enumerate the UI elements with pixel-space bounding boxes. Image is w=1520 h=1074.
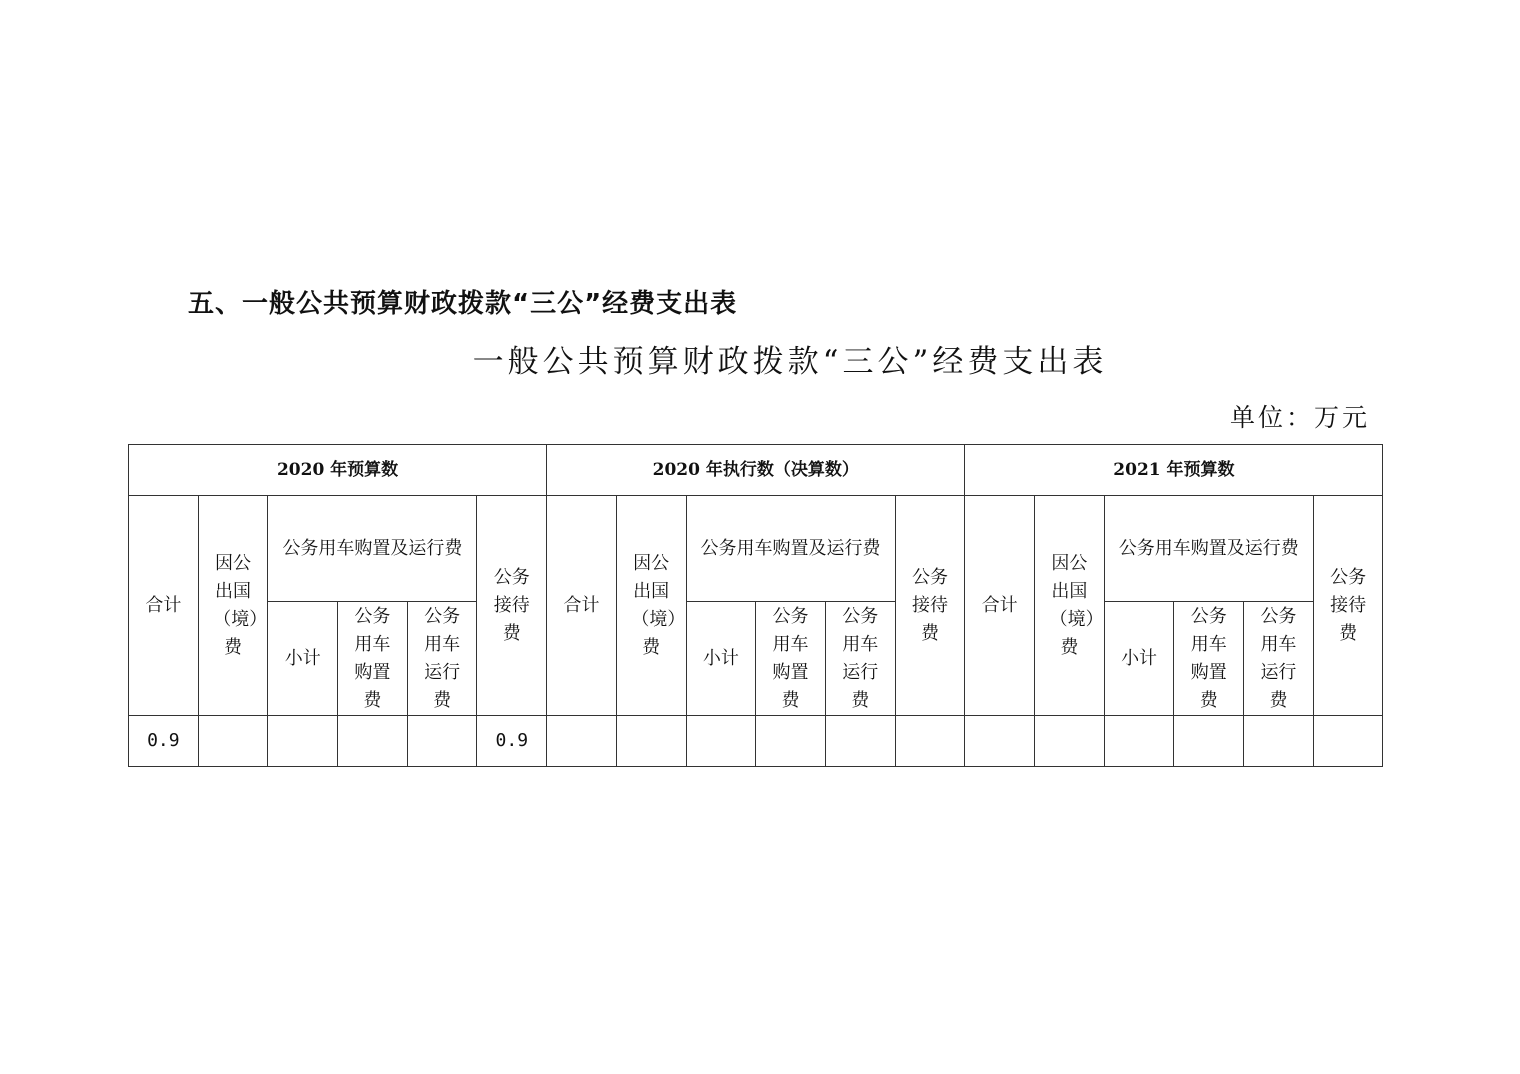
- header-overseas-label: 因公出国（境）费: [1049, 552, 1104, 658]
- header-overseas-label: 因公出国（境）费: [631, 552, 686, 658]
- cell-2020-actual-vehicle-operation: [825, 716, 895, 767]
- cell-2021-budget-reception: [1313, 716, 1383, 767]
- header-vehicle: 公务用车购置及运行费: [686, 496, 895, 602]
- header-overseas: [1035, 496, 1105, 716]
- header-subtotal: 小计: [1104, 602, 1174, 716]
- header-vehicle-operation: [1244, 602, 1314, 716]
- header-vehicle-operation-label: 公务用车运行费: [842, 605, 879, 711]
- cell-2020-actual-reception: [895, 716, 965, 767]
- header-reception: [477, 496, 547, 716]
- header-vehicle-purchase-label: 公务用车购置费: [772, 605, 809, 711]
- cell-2021-budget-vehicle-purchase: [1174, 716, 1244, 767]
- period-2021-budget: 2021 年预算数: [965, 445, 1383, 496]
- header-overseas: [198, 496, 268, 716]
- cell-2020-actual-vehicle-purchase: [756, 716, 826, 767]
- header-vehicle-operation: [825, 602, 895, 716]
- header-vehicle-purchase: [1174, 602, 1244, 716]
- header-vehicle: 公务用车购置及运行费: [268, 496, 477, 602]
- cell-2020-budget-total: 0.9: [129, 716, 199, 767]
- header-total: 合计: [547, 496, 617, 716]
- header-subtotal: 小计: [686, 602, 756, 716]
- header-vehicle-operation-label: 公务用车运行费: [1260, 605, 1297, 711]
- period-header-row: [129, 445, 1383, 496]
- header-vehicle: 公务用车购置及运行费: [1104, 496, 1313, 602]
- period-2020-budget: 2020 年预算数: [129, 445, 547, 496]
- header-total: 合计: [129, 496, 199, 716]
- header-vehicle-operation: [407, 602, 477, 716]
- table-title: 一般公共预算财政拨款“三公”经费支出表: [472, 344, 1108, 380]
- unit-label: 单位：万元: [1229, 403, 1370, 432]
- header-reception-label: 公务接待费: [1330, 566, 1367, 644]
- cell-2020-budget-reception: 0.9: [477, 716, 547, 767]
- subcategory-header-row: [129, 602, 1383, 716]
- header-reception-label: 公务接待费: [911, 566, 948, 644]
- cell-2021-budget-vehicle-operation: [1244, 716, 1314, 767]
- header-vehicle-purchase: [338, 602, 408, 716]
- table-row: [129, 716, 1383, 767]
- cell-2020-actual-overseas: [616, 716, 686, 767]
- cell-2020-budget-vehicle-purchase: [338, 716, 408, 767]
- header-vehicle-purchase-label: 公务用车购置费: [1190, 605, 1227, 711]
- header-subtotal: 小计: [268, 602, 338, 716]
- header-reception: [1313, 496, 1383, 716]
- cell-2021-budget-vehicle-subtotal: [1104, 716, 1174, 767]
- category-header-row: [129, 496, 1383, 602]
- header-vehicle-operation-label: 公务用车运行费: [424, 605, 461, 711]
- cell-2020-budget-vehicle-operation: [407, 716, 477, 767]
- header-reception: [895, 496, 965, 716]
- cell-2021-budget-total: [965, 716, 1035, 767]
- header-reception-label: 公务接待费: [493, 566, 530, 644]
- header-vehicle-purchase-label: 公务用车购置费: [354, 605, 391, 711]
- cell-2021-budget-overseas: [1035, 716, 1105, 767]
- header-vehicle-purchase: [756, 602, 826, 716]
- three-public-expenses-table: [128, 444, 1383, 767]
- cell-2020-budget-overseas: [198, 716, 268, 767]
- header-overseas: [616, 496, 686, 716]
- period-2020-actual: 2020 年执行数（决算数）: [547, 445, 965, 496]
- cell-2020-actual-total: [547, 716, 617, 767]
- cell-2020-budget-vehicle-subtotal: [268, 716, 338, 767]
- header-overseas-label: 因公出国（境）费: [213, 552, 268, 658]
- header-total: 合计: [965, 496, 1035, 716]
- cell-2020-actual-vehicle-subtotal: [686, 716, 756, 767]
- section-heading: 五、一般公共预算财政拨款“三公”经费支出表: [188, 289, 738, 319]
